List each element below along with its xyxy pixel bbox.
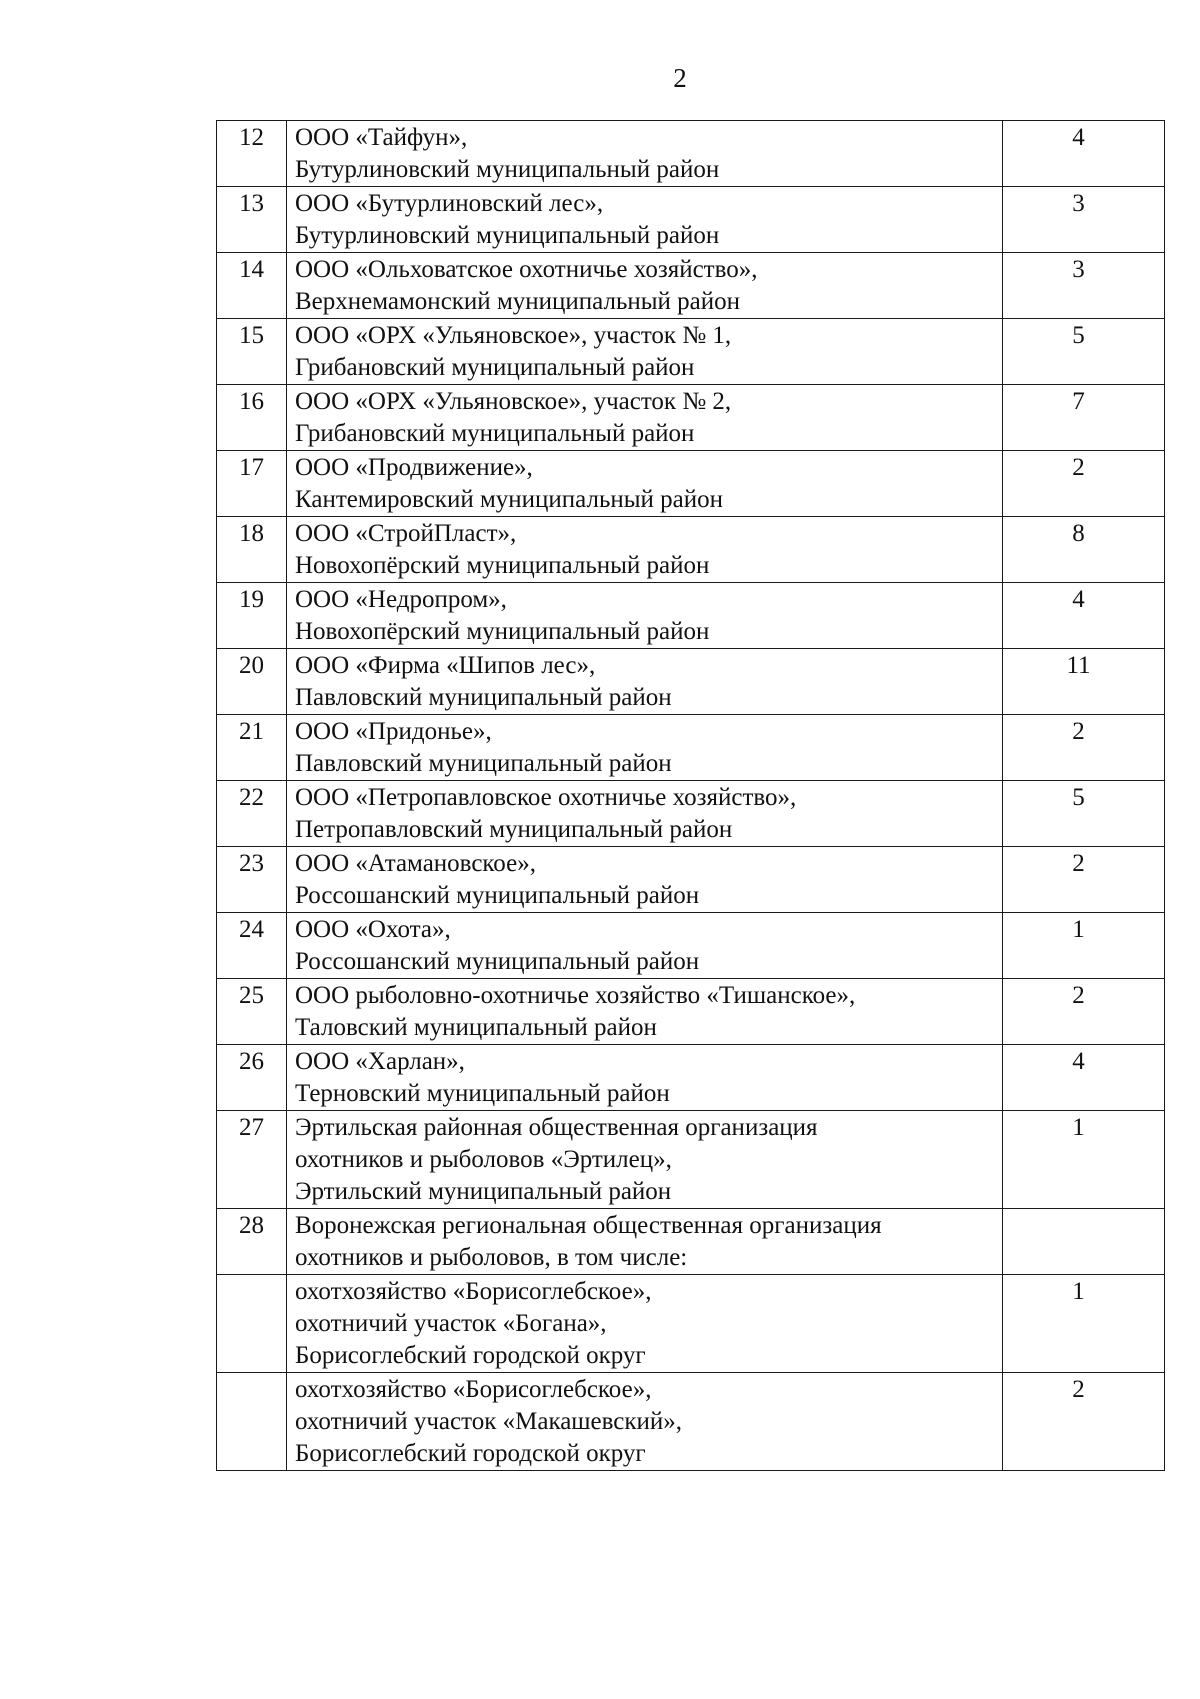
organization-cell	[287, 121, 1003, 187]
organization-line: Кантемировский муниципальный район	[295, 486, 724, 513]
table-row	[217, 979, 1165, 1045]
quantity-cell: 4	[1003, 583, 1165, 649]
organization-line: Россошанский муниципальный район	[295, 948, 700, 975]
organization-line: ООО «Фирма «Шипов лес»,	[295, 652, 596, 679]
organization-line: Терновский муниципальный район	[295, 1080, 670, 1107]
table-row	[217, 385, 1165, 451]
organization-line: Грибановский муниципальный район	[295, 354, 695, 381]
row-number: 12	[217, 121, 287, 187]
quantity-cell: 5	[1003, 781, 1165, 847]
organization-cell	[287, 781, 1003, 847]
quantity-cell: 5	[1003, 319, 1165, 385]
row-number	[217, 1275, 287, 1373]
organization-line: Эртильская районная общественная организация	[295, 1114, 818, 1141]
organization-line: ООО «Охота»,	[295, 916, 451, 943]
organization-line: Воронежская региональная общественная организация	[295, 1212, 882, 1239]
organization-line: Бутурлиновский муниципальный район	[295, 222, 720, 249]
organization-line: охотничий участок «Макашевский»,	[295, 1408, 683, 1435]
organization-cell	[287, 649, 1003, 715]
table-row	[217, 781, 1165, 847]
quantity-cell: 4	[1003, 1045, 1165, 1111]
row-number: 17	[217, 451, 287, 517]
organization-cell	[287, 517, 1003, 583]
row-number: 21	[217, 715, 287, 781]
quantity-cell: 7	[1003, 385, 1165, 451]
organization-cell	[287, 979, 1003, 1045]
row-number: 27	[217, 1111, 287, 1209]
row-number: 14	[217, 253, 287, 319]
table-row	[217, 319, 1165, 385]
organization-line: Новохопёрский муниципальный район	[295, 618, 710, 645]
table-row	[217, 451, 1165, 517]
organization-line: ООО «Петропавловское охотничье хозяйство»,	[295, 784, 797, 811]
organization-line: Павловский муниципальный район	[295, 750, 672, 777]
organization-line: Борисоглебский городской округ	[295, 1342, 646, 1369]
organization-line: ООО рыболовно-охотничье хозяйство «Тишанское»,	[295, 982, 856, 1009]
organization-cell	[287, 715, 1003, 781]
quantity-cell: 11	[1003, 649, 1165, 715]
quantity-cell: 1	[1003, 1275, 1165, 1373]
row-number: 16	[217, 385, 287, 451]
organization-cell	[287, 847, 1003, 913]
organization-line: Петропавловский муниципальный район	[295, 816, 733, 843]
organization-cell	[287, 253, 1003, 319]
organization-line: ООО «Харлан»,	[295, 1048, 465, 1075]
organization-cell	[287, 583, 1003, 649]
quantity-cell: 2	[1003, 715, 1165, 781]
organization-line: ООО «ОРХ «Ульяновское», участок № 2,	[295, 388, 732, 415]
organization-line: ООО «СтройПласт»,	[295, 520, 517, 547]
row-number: 19	[217, 583, 287, 649]
organization-line: ООО «Придонье»,	[295, 718, 492, 745]
organization-line: охотников и рыболовов, в том числе:	[295, 1244, 688, 1271]
row-number: 13	[217, 187, 287, 253]
row-number: 28	[217, 1209, 287, 1275]
table-row	[217, 649, 1165, 715]
row-number: 24	[217, 913, 287, 979]
quantity-cell: 3	[1003, 253, 1165, 319]
row-number	[217, 1373, 287, 1471]
organization-cell	[287, 385, 1003, 451]
organization-line: ООО «Ольховатское охотничье хозяйство»,	[295, 256, 758, 283]
organization-line: Бутурлиновский муниципальный район	[295, 156, 720, 183]
table-row	[217, 187, 1165, 253]
organization-line: Новохопёрский муниципальный район	[295, 552, 710, 579]
organization-cell	[287, 1373, 1003, 1471]
row-number: 25	[217, 979, 287, 1045]
table-row	[217, 1275, 1165, 1373]
row-number: 15	[217, 319, 287, 385]
table-row	[217, 1209, 1165, 1275]
organization-cell	[287, 1045, 1003, 1111]
organization-line: Россошанский муниципальный район	[295, 882, 700, 909]
organization-line: ООО «Недропром»,	[295, 586, 507, 613]
organization-line: Борисоглебский городской округ	[295, 1440, 646, 1467]
quantity-cell: 1	[1003, 913, 1165, 979]
organization-line: Павловский муниципальный район	[295, 684, 672, 711]
organization-line: ООО «Тайфун»,	[295, 124, 468, 151]
organization-line: охотхозяйство «Борисоглебское»,	[295, 1278, 652, 1305]
quantity-cell: 8	[1003, 517, 1165, 583]
table-row	[217, 913, 1165, 979]
table-row	[217, 847, 1165, 913]
quantity-cell	[1003, 1209, 1165, 1275]
row-number: 23	[217, 847, 287, 913]
hunting-grounds-table	[216, 120, 1165, 1471]
quantity-cell: 2	[1003, 451, 1165, 517]
organization-line: ООО «ОРХ «Ульяновское», участок № 1,	[295, 322, 732, 349]
row-number: 22	[217, 781, 287, 847]
organization-cell	[287, 1209, 1003, 1275]
quantity-cell: 1	[1003, 1111, 1165, 1209]
organization-line: Таловский муниципальный район	[295, 1014, 657, 1041]
organization-line: Эртильский муниципальный район	[295, 1178, 672, 1205]
table-row	[217, 583, 1165, 649]
organization-cell	[287, 187, 1003, 253]
organization-line: Грибановский муниципальный район	[295, 420, 695, 447]
organization-cell	[287, 319, 1003, 385]
organization-line: ООО «Атамановское»,	[295, 850, 536, 877]
quantity-cell: 2	[1003, 1373, 1165, 1471]
table-row	[217, 121, 1165, 187]
table-row	[217, 1111, 1165, 1209]
organization-cell	[287, 451, 1003, 517]
organization-line: Верхнемамонский муниципальный район	[295, 288, 741, 315]
organization-line: охотничий участок «Богана»,	[295, 1310, 607, 1337]
page-number: 2	[673, 63, 687, 93]
table-row	[217, 1045, 1165, 1111]
row-number: 20	[217, 649, 287, 715]
organization-line: ООО «Бутурлиновский лес»,	[295, 190, 604, 217]
table-row	[217, 1373, 1165, 1471]
quantity-cell: 4	[1003, 121, 1165, 187]
quantity-cell: 2	[1003, 979, 1165, 1045]
organization-cell	[287, 1275, 1003, 1373]
organization-line: ООО «Продвижение»,	[295, 454, 533, 481]
table-row	[217, 517, 1165, 583]
organization-cell	[287, 913, 1003, 979]
row-number: 26	[217, 1045, 287, 1111]
quantity-cell: 2	[1003, 847, 1165, 913]
row-number: 18	[217, 517, 287, 583]
table-body	[217, 121, 1165, 1471]
quantity-cell: 3	[1003, 187, 1165, 253]
table-row	[217, 253, 1165, 319]
organization-line: охотников и рыболовов «Эртилец»,	[295, 1146, 672, 1173]
table-row	[217, 715, 1165, 781]
organization-cell	[287, 1111, 1003, 1209]
organization-line: охотхозяйство «Борисоглебское»,	[295, 1376, 652, 1403]
